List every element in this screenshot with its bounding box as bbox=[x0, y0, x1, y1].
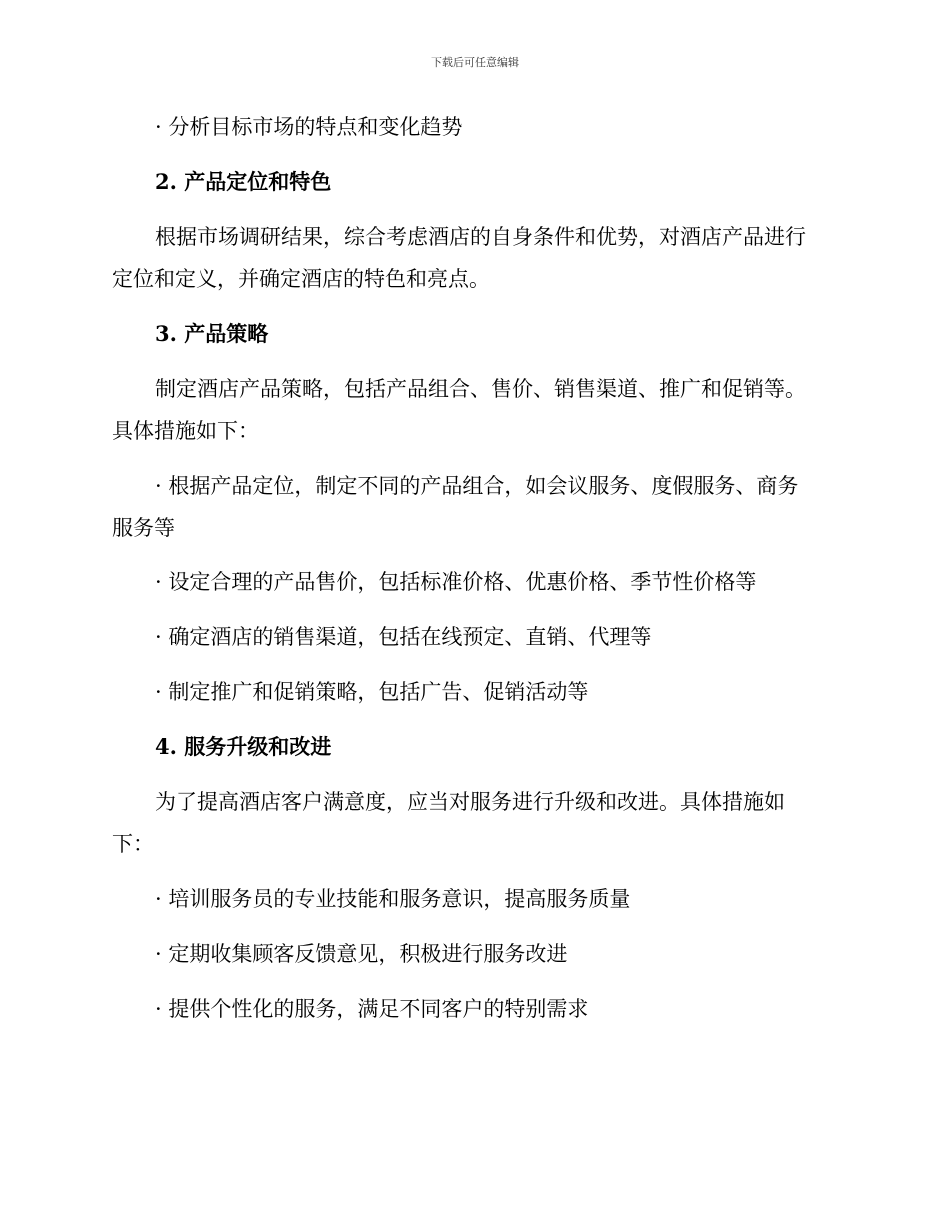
section-heading-4: 4. 服务升级和改进 bbox=[155, 734, 332, 759]
paragraph-3-line-2: 具体措施如下： bbox=[112, 419, 259, 443]
bullet-3-2: · 设定合理的产品售价，包括标准价格、优惠价格、季节性价格等 bbox=[155, 570, 757, 594]
paragraph-4-line-2: 下： bbox=[112, 832, 154, 856]
bullet-3-1-line-1: · 根据产品定位，制定不同的产品组合，如会议服务、度假服务、商务 bbox=[155, 474, 799, 498]
section-heading-3: 3. 产品策略 bbox=[155, 321, 269, 346]
paragraph-3-line-1: 制定酒店产品策略，包括产品组合、售价、销售渠道、推广和促销等。 bbox=[155, 377, 806, 401]
bullet-4-2: · 定期收集顾客反馈意见，积极进行服务改进 bbox=[155, 942, 568, 966]
bullet-4-3: · 提供个性化的服务，满足不同客户的特别需求 bbox=[155, 997, 589, 1021]
bullet-3-4: · 制定推广和促销策略，包括广告、促销活动等 bbox=[155, 680, 589, 704]
paragraph-4-line-1: 为了提高酒店客户满意度，应当对服务进行升级和改进。具体措施如 bbox=[155, 790, 785, 814]
bullet-analyze-market: · 分析目标市场的特点和变化趋势 bbox=[155, 115, 463, 139]
page-header: 下载后可任意编辑 bbox=[431, 56, 519, 69]
paragraph-2-line-1: 根据市场调研结果，综合考虑酒店的自身条件和优势，对酒店产品进行 bbox=[155, 225, 806, 249]
bullet-4-1: · 培训服务员的专业技能和服务意识，提高服务质量 bbox=[155, 887, 631, 911]
bullet-3-1-line-2: 服务等 bbox=[112, 516, 175, 540]
section-heading-2: 2. 产品定位和特色 bbox=[155, 169, 332, 194]
bullet-3-3: · 确定酒店的销售渠道，包括在线预定、直销、代理等 bbox=[155, 625, 652, 649]
paragraph-2-line-2: 定位和定义，并确定酒店的特色和亮点。 bbox=[112, 267, 490, 291]
